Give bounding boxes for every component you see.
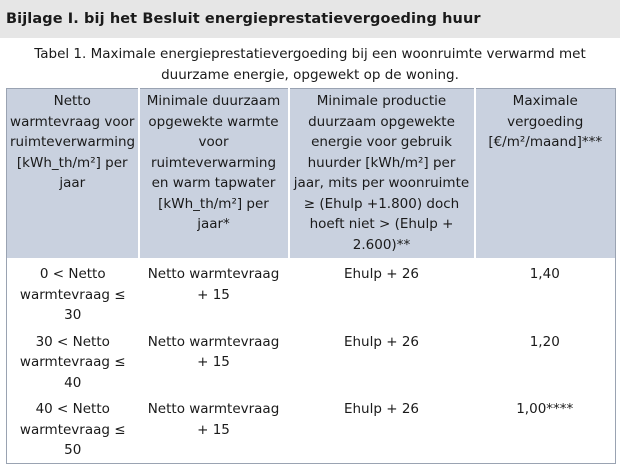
- cell-minimale-warmte: Netto warmtevraag + 15: [139, 258, 289, 328]
- heading-bar: [0, 0, 620, 38]
- table-row: [7, 395, 616, 463]
- cell-minimale-productie: Ehulp + 26: [289, 395, 475, 463]
- cell-minimale-productie: Ehulp + 26: [289, 258, 475, 328]
- cell-minimale-productie: Ehulp + 26: [289, 328, 475, 396]
- page-heading: Bijlage I. bij het Besluit energieprestatievergoeding huur: [6, 11, 481, 27]
- cell-maximale-vergoeding: 1,40: [475, 258, 616, 328]
- header-cell-maximale-vergoeding: Maximale vergoeding [€/m²/maand]***: [475, 89, 616, 259]
- cell-maximale-vergoeding: 1,00****: [475, 395, 616, 463]
- cell-netto-warmtevraag: 30 < Netto warmtevraag ≤ 40: [7, 328, 139, 396]
- table-row: [7, 328, 616, 396]
- table-row: [7, 258, 616, 328]
- table-header-row: [7, 89, 616, 259]
- cell-minimale-warmte: Netto warmtevraag + 15: [139, 328, 289, 396]
- header-cell-minimale-duurzaam-warmte: Minimale duurzaam opgewekte warmte voor ruimteverwarming en warm tapwater [kWh_th/m²] per jaar*: [139, 89, 289, 259]
- header-cell-netto-warmtevraag: Netto warmtevraag voor ruimteverwarming [kWh_th/m²] per jaar: [7, 89, 139, 259]
- cell-netto-warmtevraag: 40 < Netto warmtevraag ≤ 50: [7, 395, 139, 463]
- cell-minimale-warmte: Netto warmtevraag + 15: [139, 395, 289, 463]
- table-caption: Tabel 1. Maximale energieprestatievergoeding bij een woonruimte verwarmd met duurzame energie, opgewekt op de woning.: [34, 46, 586, 83]
- cell-netto-warmtevraag: 0 < Netto warmtevraag ≤ 30: [7, 258, 139, 328]
- cell-maximale-vergoeding: 1,20: [475, 328, 616, 396]
- header-cell-minimale-productie: Minimale productie duurzaam opgewekte energie voor gebruik huurder [kWh/m²] per jaar, mits per woonruimte ≥ (Ehulp +1.800) doch hoeft niet > (Ehulp + 2.600)**: [289, 89, 475, 259]
- energy-compensation-table: [6, 88, 616, 464]
